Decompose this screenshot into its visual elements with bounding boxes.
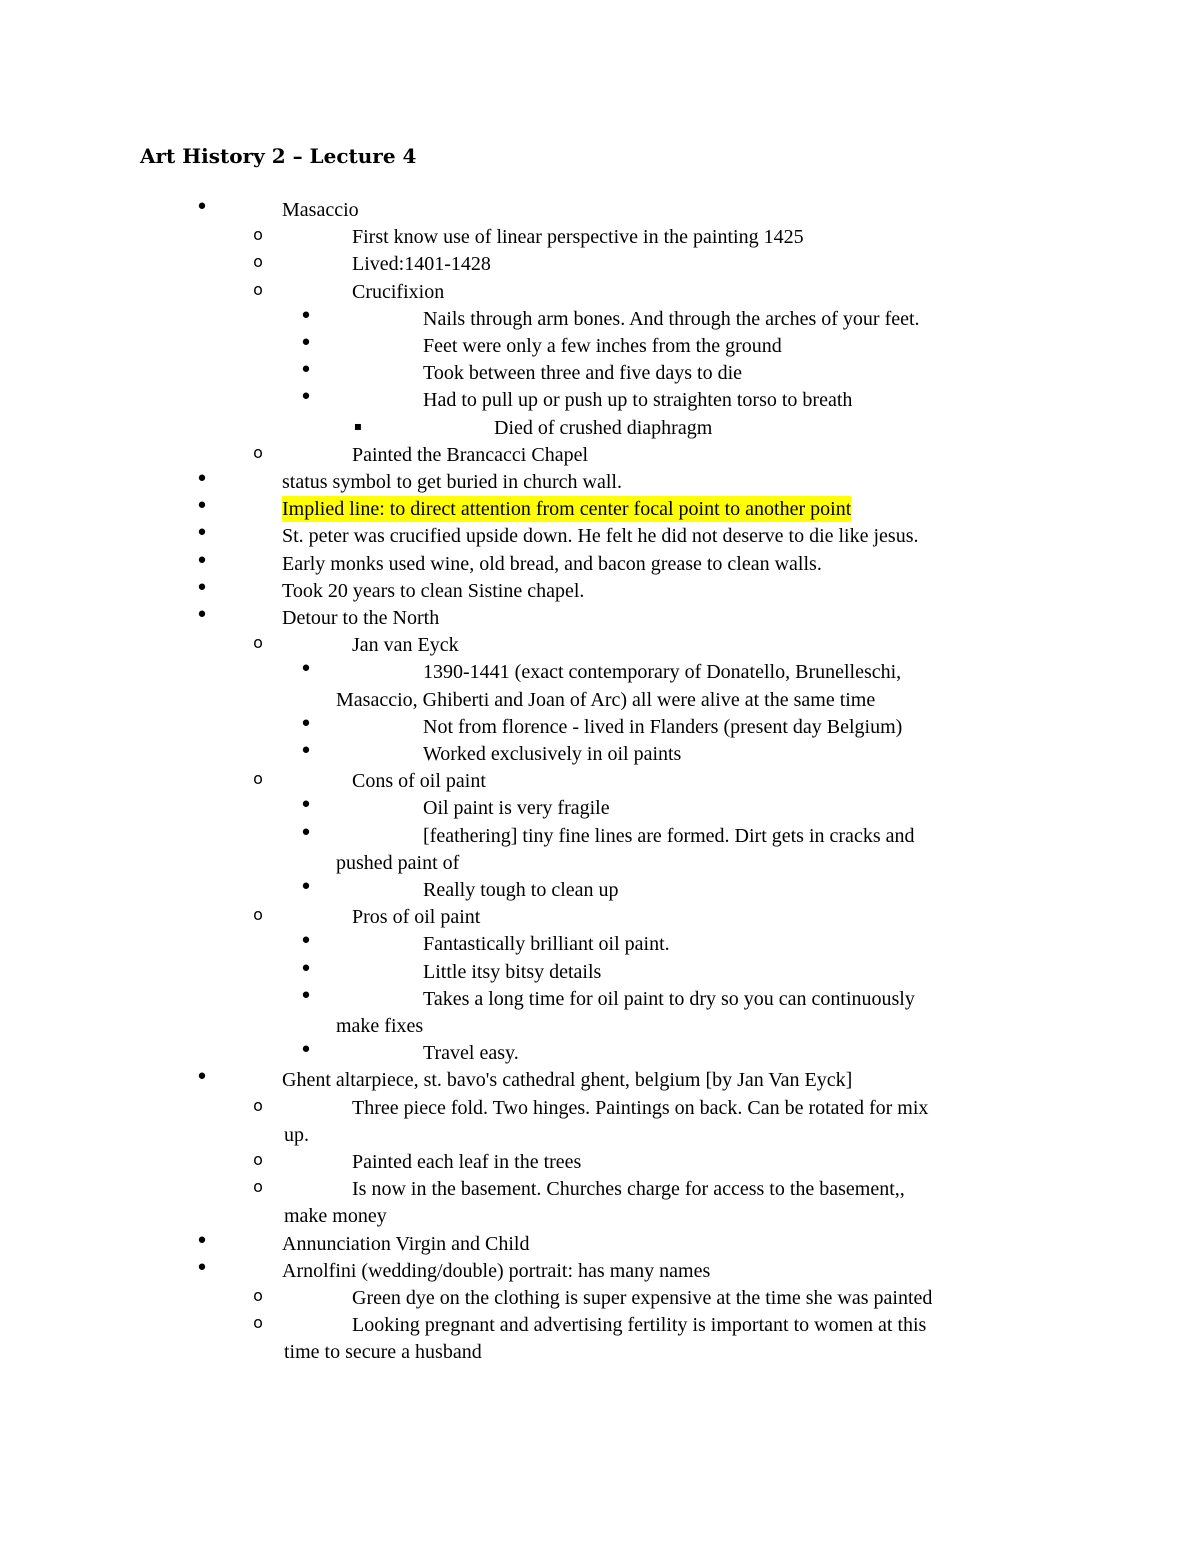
list-item-continuation: up. [284, 1123, 309, 1146]
list-item: First know use of linear perspective in the painting 1425 [352, 226, 804, 249]
list-item: Masaccio [282, 199, 359, 221]
bullet-marker: • [195, 603, 209, 628]
list-item: Worked exclusively in oil paints [423, 743, 682, 765]
bullet-marker: • [299, 929, 313, 955]
page-title: Art History 2 – Lecture 4 [140, 144, 417, 168]
list-item: Takes a long time for oil paint to dry so you can continuously [423, 987, 915, 1010]
list-item: Three piece fold. Two hinges. Paintings on back. Can be rotated for mix [352, 1096, 929, 1119]
list-item: Arnolfini (wedding/double) portrait: has many names [282, 1259, 711, 1282]
list-item: Not from florence - lived in Flanders (present day Belgium) [423, 715, 903, 738]
list-item: Ghent altarpiece, st. bavo's cathedral ghent, belgium [by Jan Van Eyck] [282, 1069, 853, 1092]
bullet-marker: • [299, 983, 313, 1009]
list-item: Painted the Brancacci Chapel [352, 443, 589, 466]
bullet-marker: o [253, 905, 263, 925]
list-item: Feet were only a few inches from the ground [423, 335, 782, 357]
bullet-marker: o [253, 1095, 263, 1115]
list-item: Lived:1401-1428 [352, 253, 491, 276]
bullet-marker: • [299, 793, 313, 819]
list-item: Nails through arm bones. And through the arches of your feet. [423, 307, 920, 330]
bullet-marker: ▪ [353, 418, 363, 433]
list-item-continuation: make fixes [336, 1015, 424, 1037]
list-item-continuation: time to secure a husband [284, 1341, 482, 1364]
list-item-continuation: pushed paint of [336, 851, 460, 874]
list-item: Early monks used wine, old bread, and bacon grease to clean walls. [282, 552, 822, 575]
list-item: Is now in the basement. Churches charge for access to the basement,, [352, 1178, 905, 1201]
highlighted-list-item: Implied line: to direct attention from center focal point to another point [282, 498, 852, 521]
bullet-marker: • [299, 303, 313, 329]
bullet-marker: • [195, 494, 209, 520]
list-item: Oil paint is very fragile [423, 797, 610, 820]
bullet-marker: o [253, 225, 263, 245]
bullet-marker: o [253, 252, 263, 272]
list-item: Painted each leaf in the trees [352, 1151, 582, 1173]
list-item: Had to pull up or push up to straighten torso to breath [423, 389, 853, 412]
bullet-marker: o [253, 279, 263, 299]
list-item-continuation: make money [284, 1205, 387, 1228]
list-item: Green dye on the clothing is super expensive at the time she was painted [352, 1287, 933, 1309]
list-item: Took between three and five days to die [423, 362, 743, 385]
list-item: Detour to the North [282, 607, 440, 629]
bullet-marker: • [299, 875, 313, 900]
bullet-marker: • [299, 358, 313, 384]
list-item: Crucifixion [352, 280, 445, 303]
bullet-marker: o [253, 1286, 263, 1305]
bullet-marker: • [299, 1038, 313, 1064]
list-item: Took 20 years to clean Sistine chapel. [282, 579, 585, 602]
list-item: [feathering] tiny fine lines are formed. Dirt gets in cracks and [423, 824, 915, 847]
bullet-marker: • [195, 1065, 209, 1091]
list-item: 1390-1441 (exact contemporary of Donatello, Brunelleschi, [423, 661, 902, 684]
bullet-marker: o [253, 1177, 263, 1197]
bullet-marker: • [195, 467, 209, 492]
list-item: Pros of oil paint [352, 906, 481, 929]
bullet-marker: • [299, 331, 313, 356]
list-item: Fantastically brilliant oil paint. [423, 933, 670, 956]
list-item: Died of crushed diaphragm [494, 416, 713, 439]
bullet-marker: • [195, 521, 209, 547]
bullet-marker: o [253, 633, 263, 653]
bullet-marker: • [195, 548, 209, 574]
bullet-marker: • [195, 575, 209, 601]
list-item: Jan van Eyck [352, 634, 459, 657]
list-item: Cons of oil paint [352, 770, 486, 793]
list-item: Annunciation Virgin and Child [282, 1232, 530, 1255]
bullet-marker: • [299, 956, 313, 982]
list-item: Little itsy bitsy details [423, 960, 602, 983]
list-item-continuation: Masaccio, Ghiberti and Joan of Arc) all were alive at the same time [336, 688, 876, 711]
bullet-marker: • [195, 195, 209, 220]
bullet-marker: o [253, 442, 263, 462]
bullet-marker: • [299, 385, 313, 411]
bullet-marker: • [299, 739, 313, 764]
bullet-marker: o [253, 769, 263, 789]
bullet-marker: • [299, 820, 313, 846]
bullet-marker: o [253, 1313, 263, 1333]
bullet-marker: • [195, 1228, 209, 1254]
list-item: Looking pregnant and advertising fertility is important to women at this [352, 1314, 927, 1337]
list-item: status symbol to get buried in church wall. [282, 471, 622, 493]
bullet-marker: • [299, 711, 313, 737]
list-item: Really tough to clean up [423, 879, 619, 901]
list-item: St. peter was crucified upside down. He felt he did not deserve to die like jesus. [282, 525, 919, 548]
bullet-marker: o [253, 1150, 263, 1169]
bullet-marker: • [195, 1255, 209, 1281]
list-item: Travel easy. [423, 1042, 519, 1065]
bullet-marker: • [299, 657, 313, 683]
